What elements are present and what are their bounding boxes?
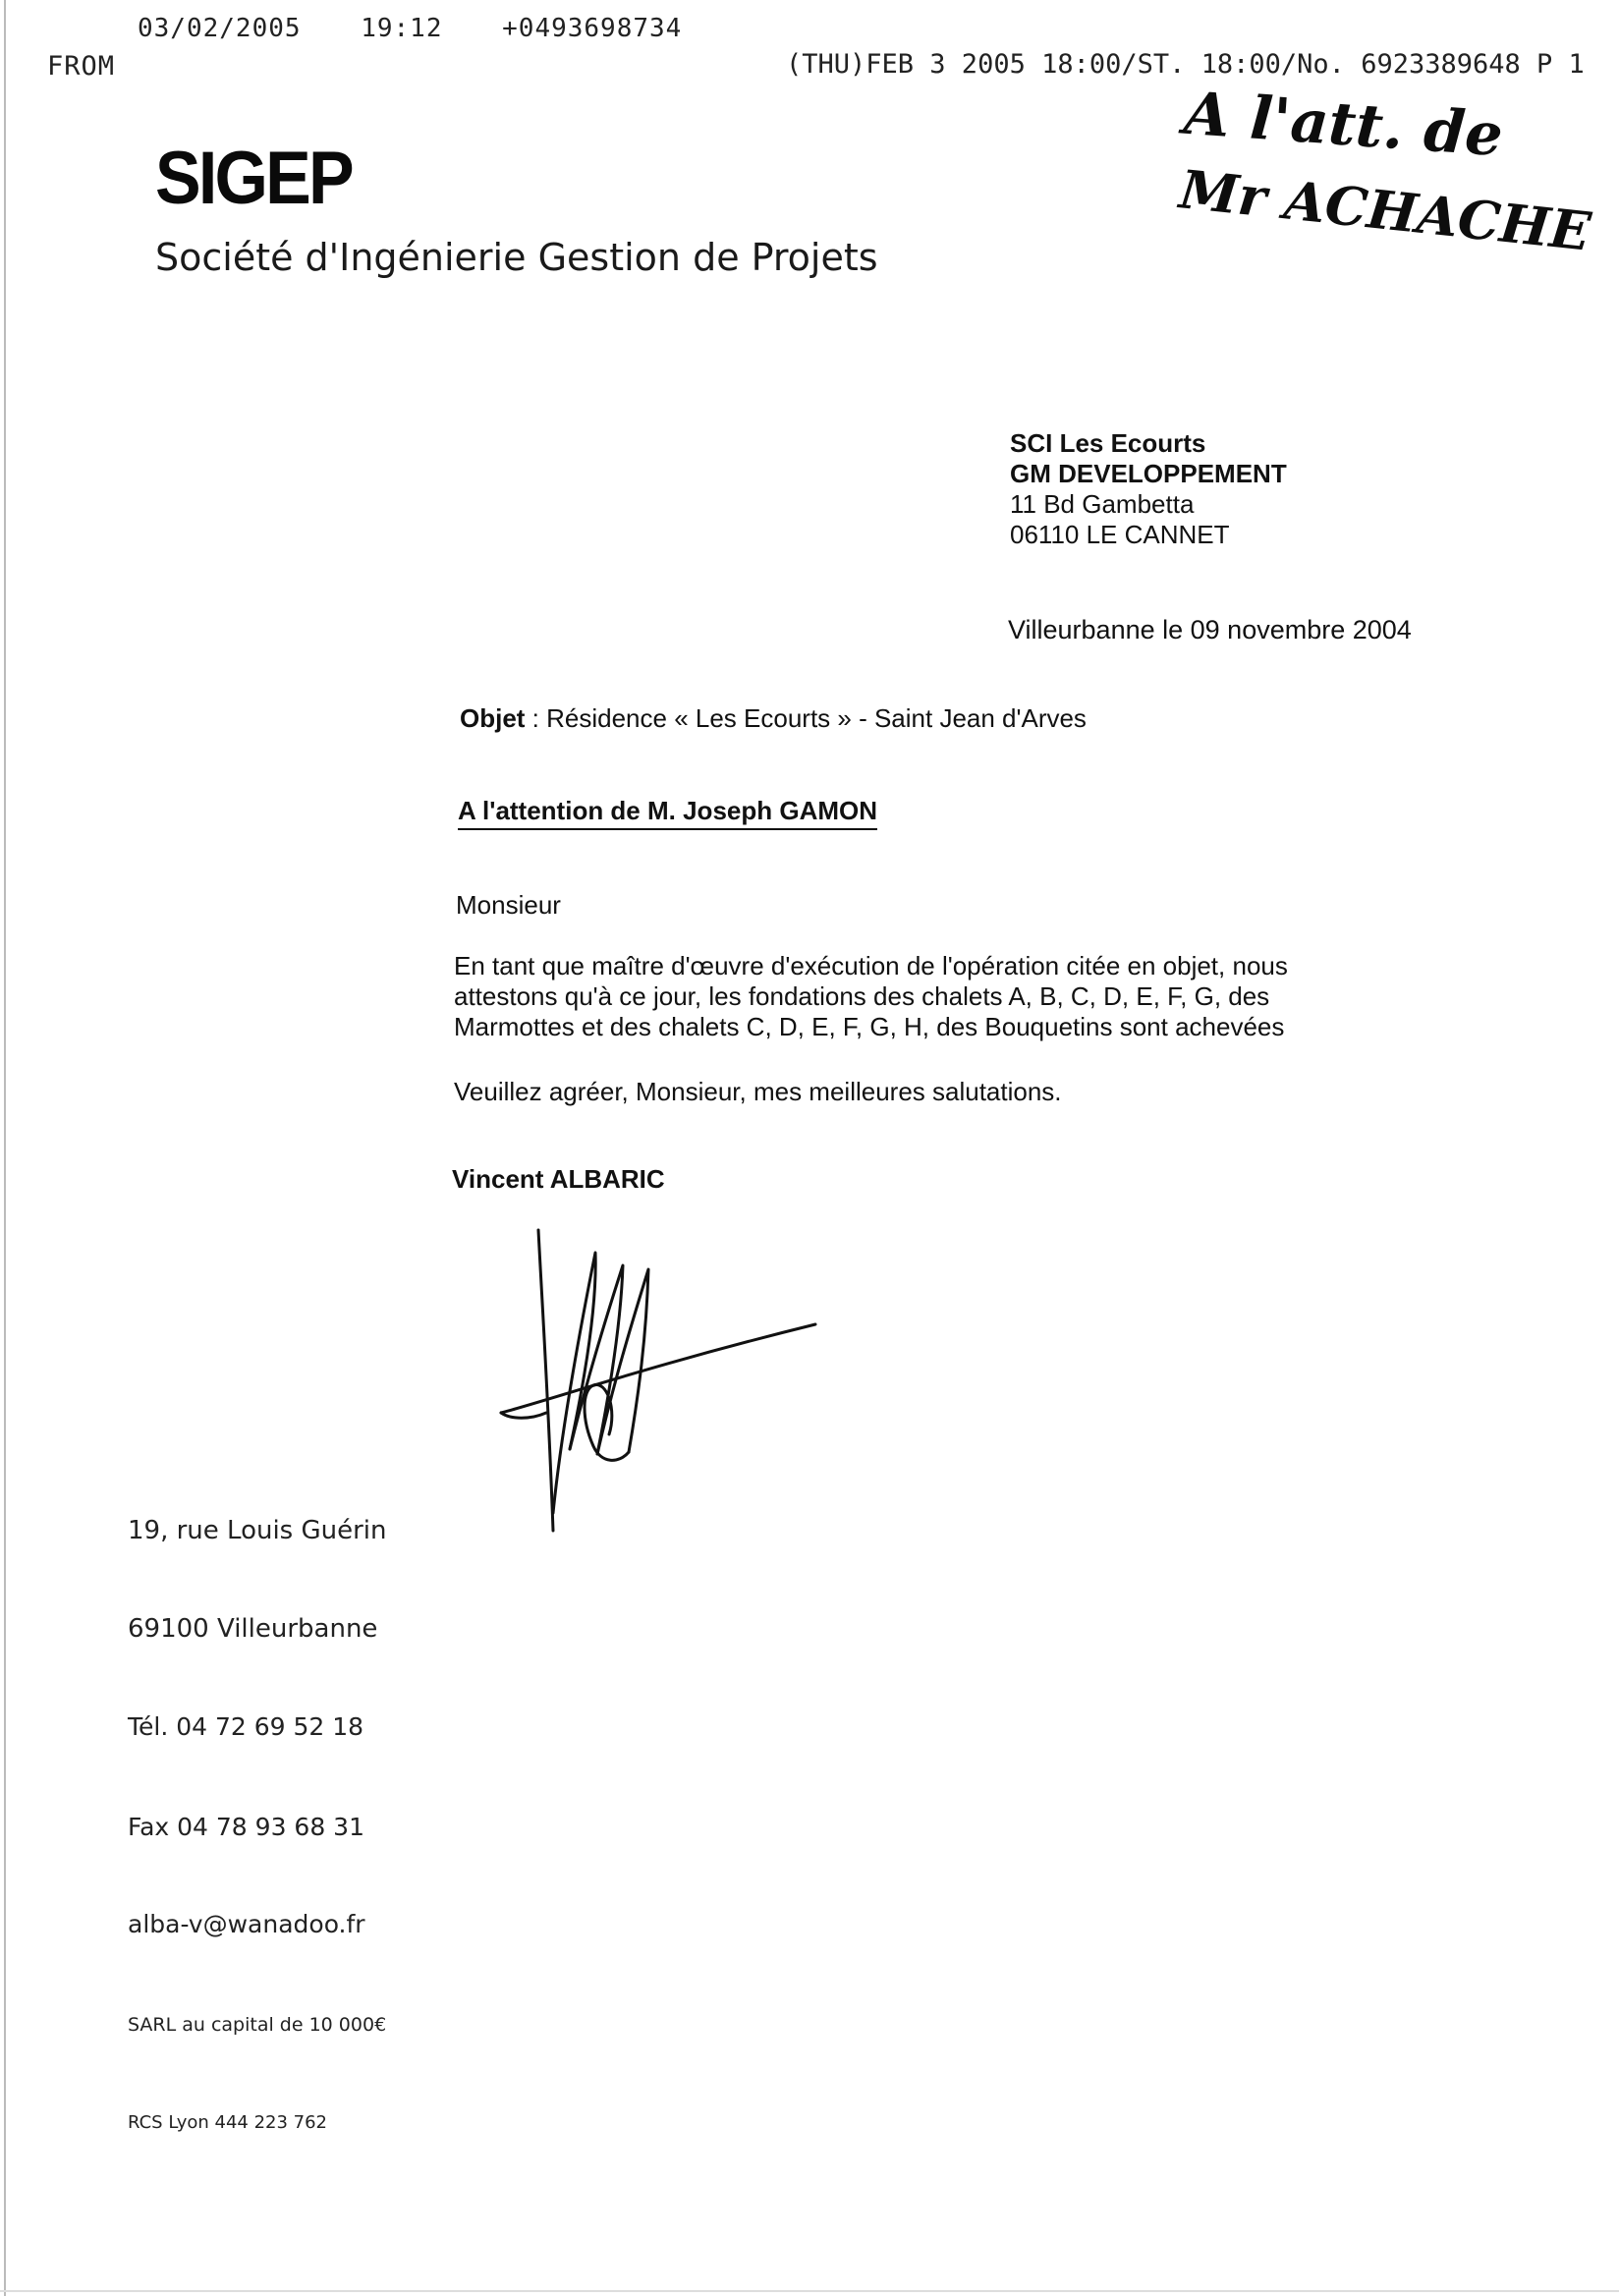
recipient-line1: SCI Les Ecourts	[1010, 428, 1206, 458]
footer-email: alba-v@wanadoo.fr	[128, 1910, 365, 1938]
attention-line: A l'attention de M. Joseph GAMON	[458, 796, 877, 830]
body-line2: attestons qu'à ce jour, les fondations des chalets A, B, C, D, E, F, G, des	[454, 981, 1270, 1011]
scan-edge-left	[4, 0, 6, 2296]
footer-street: 19, rue Louis Guérin	[128, 1516, 387, 1545]
footer-fax: Fax 04 78 93 68 31	[128, 1813, 364, 1841]
footer-city: 69100 Villeurbanne	[128, 1614, 378, 1644]
subject-label: Objet	[460, 703, 526, 733]
fax-transmission-header	[138, 14, 725, 43]
letter-body	[454, 951, 1288, 1042]
recipient-address	[1010, 428, 1287, 550]
scan-edge-bottom	[0, 2290, 1619, 2292]
fax-date: 03/02/2005	[138, 14, 302, 43]
footer-capital: SARL au capital de 10 000€	[128, 2014, 387, 2036]
fax-time: 19:12	[361, 14, 443, 43]
subject-text: : Résidence « Les Ecourts » - Saint Jean d'Arves	[525, 703, 1087, 733]
letter-subject	[460, 703, 1087, 734]
company-logo: SIGEP	[155, 137, 352, 220]
fax-phone: +0493698734	[502, 14, 683, 43]
recipient-line4: 06110 LE CANNET	[1010, 520, 1230, 549]
closing-formula: Veuillez agréer, Monsieur, mes meilleures salutations.	[454, 1077, 1062, 1106]
body-line1: En tant que maître d'œuvre d'exécution de l'opération citée en objet, nous	[454, 951, 1288, 980]
handwritten-note-line1: A l'att. de	[1181, 79, 1505, 171]
company-name: Société d'Ingénierie Gestion de Projets	[155, 236, 878, 279]
handwritten-note-line2: Mr ACHACHE	[1176, 157, 1594, 263]
fax-from-label: FROM	[47, 51, 116, 82]
recipient-line3: 11 Bd Gambetta	[1010, 489, 1195, 519]
salutation: Monsieur	[456, 890, 561, 920]
fax-banner: (THU)FEB 3 2005 18:00/ST. 18:00/No. 6923389648 P 1	[786, 49, 1585, 80]
recipient-line2: GM DEVELOPPEMENT	[1010, 459, 1287, 488]
footer-telephone: Tél. 04 72 69 52 18	[128, 1712, 364, 1741]
signature-image	[491, 1218, 845, 1542]
body-line3: Marmottes et des chalets C, D, E, F, G, H, des Bouquetins sont achevées	[454, 1012, 1285, 1041]
footer-rcs: RCS Lyon 444 223 762	[128, 2112, 328, 2133]
letter-date: Villeurbanne le 09 novembre 2004	[1008, 615, 1412, 644]
signatory-name: Vincent ALBARIC	[452, 1164, 665, 1194]
